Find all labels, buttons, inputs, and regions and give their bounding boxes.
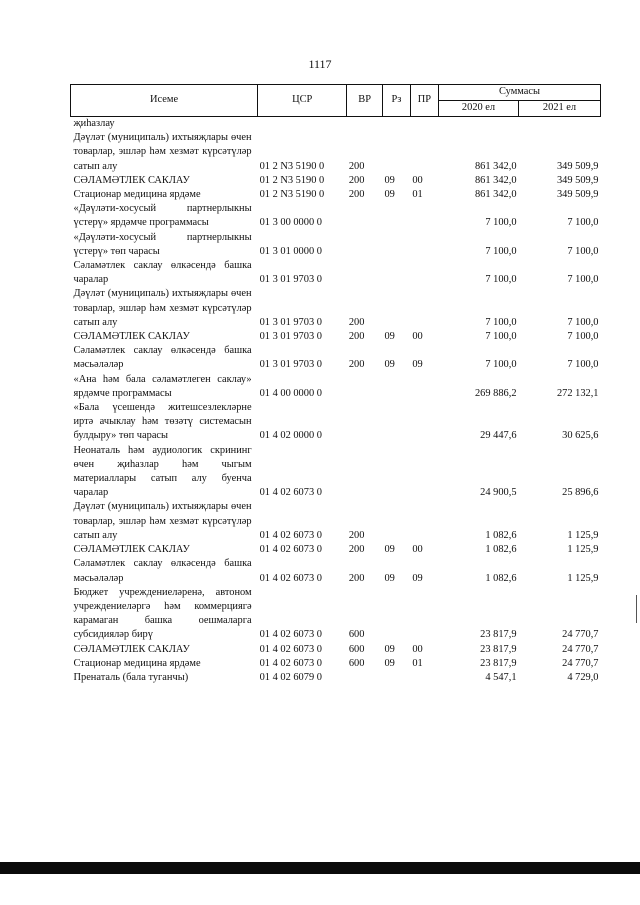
cell-vr [347, 259, 383, 287]
cell-s2: 24 770,7 [562, 643, 599, 655]
table-row [71, 401, 601, 444]
cell-rz [382, 231, 410, 259]
cell-pr [410, 131, 438, 174]
cell-name: Дәүләт (муниципаль) ихтыяҗлары өчен товарлар, эшләр һәм хезмәт күрсәтүләр сатып алу [73, 132, 252, 172]
cell-s2: 1 125,9 [567, 544, 599, 556]
cell-pr: 01 [412, 657, 423, 669]
cell-pr [410, 117, 438, 132]
cell-s2: 7 100,0 [567, 245, 599, 257]
cell-rz: 09 [384, 657, 395, 669]
cell-name: Пренаталь (бала туганчы) [73, 671, 189, 683]
cell-vr [347, 444, 383, 501]
cell-rz [382, 287, 410, 330]
cell-vr [347, 117, 383, 132]
table-row [71, 657, 601, 671]
cell-csr: 01 4 02 6073 0 [259, 529, 322, 541]
table-row [71, 188, 601, 202]
cell-rz: 09 [384, 572, 395, 584]
cell-csr: 01 2 N3 5190 0 [259, 189, 325, 201]
cell-s2: 7 100,0 [567, 217, 599, 229]
cell-s1: 4 547,1 [485, 671, 517, 683]
cell-name: СӘЛАМӘТЛЕК САКЛАУ [73, 643, 190, 655]
scan-edge-mark [636, 595, 637, 623]
cell-s1: 23 817,9 [480, 657, 517, 669]
table-row [71, 330, 601, 344]
table-row [71, 131, 601, 174]
header-year-2020: 2020 ел [439, 101, 519, 117]
cell-s2: 1 125,9 [567, 529, 599, 541]
scan-bottom-bar [0, 862, 640, 874]
table-header [71, 85, 601, 117]
cell-pr: 00 [412, 643, 423, 655]
cell-rz [382, 202, 410, 230]
cell-name: җиһазлау [73, 118, 115, 129]
cell-name: Дәүләт (муниципаль) ихтыяҗлары өчен товарлар, эшләр һәм хезмәт күрсәтүләр сатып алу [73, 288, 252, 328]
cell-s1: 23 817,9 [480, 629, 517, 641]
cell-s1: 7 100,0 [485, 245, 517, 257]
cell-rz: 09 [384, 643, 395, 655]
cell-vr: 200 [348, 331, 365, 343]
table-row [71, 500, 601, 543]
cell-s2: 272 132,1 [556, 387, 599, 399]
header-sums: Суммасы [439, 85, 601, 101]
table-row [71, 557, 601, 585]
cell-vr [347, 401, 383, 444]
cell-csr: 01 3 01 9703 0 [259, 331, 322, 343]
cell-pr [410, 287, 438, 330]
cell-rz: 09 [384, 189, 395, 201]
cell-pr [410, 259, 438, 287]
cell-vr [347, 231, 383, 259]
cell-s1: 7 100,0 [485, 359, 517, 371]
cell-vr: 200 [348, 529, 365, 541]
cell-pr [410, 586, 438, 643]
cell-vr: 200 [348, 544, 365, 556]
cell-s1: 24 900,5 [480, 487, 517, 499]
cell-vr: 200 [348, 316, 365, 328]
cell-csr: 01 4 02 6073 0 [259, 643, 322, 655]
cell-name: СӘЛАМӘТЛЕК САКЛАУ [73, 544, 190, 556]
cell-csr: 01 4 02 6073 0 [259, 572, 322, 584]
cell-csr: 01 4 02 6073 0 [259, 487, 322, 499]
cell-s1: 29 447,6 [480, 430, 517, 442]
cell-name: СӘЛАМӘТЛЕК САКЛАУ [73, 331, 190, 343]
cell-name: Сәламәтлек саклау өлкәсендә башка чаралар [73, 260, 252, 286]
cell-s2: 7 100,0 [567, 331, 599, 343]
table-row [71, 543, 601, 557]
cell-vr: 600 [348, 643, 365, 655]
cell-csr: 01 2 N3 5190 0 [259, 174, 325, 186]
cell-s2: 24 770,7 [562, 657, 599, 669]
cell-name: «Дәүләти-хосусый партнерлыкны үстерү» ярдәмче программасы [73, 203, 252, 229]
cell-s1: 7 100,0 [485, 274, 517, 286]
cell-rz: 09 [384, 331, 395, 343]
cell-s1: 269 886,2 [474, 387, 517, 399]
cell-name: «Бала үсешендә житешсезлекләрне иртә ачыклау һәм төзәтү системасын булдыру» төп чарасы [73, 402, 252, 442]
header-rz: Рз [382, 85, 410, 117]
header-pr: ПР [410, 85, 438, 117]
cell-name: Сәламәтлек саклау өлкәсендә башка мәсьәләләр [73, 345, 252, 371]
cell-s2: 4 729,0 [567, 671, 599, 683]
cell-rz [382, 373, 410, 401]
cell-s2: 7 100,0 [567, 316, 599, 328]
cell-rz [382, 117, 410, 132]
cell-s1 [439, 117, 519, 132]
cell-s1: 23 817,9 [480, 643, 517, 655]
cell-vr: 200 [348, 174, 365, 186]
cell-pr: 01 [412, 189, 423, 201]
cell-rz [382, 401, 410, 444]
cell-s1: 861 342,0 [474, 174, 517, 186]
cell-s2: 349 509,9 [556, 189, 599, 201]
cell-name: Бюджет учреждениеләренә, автоном учреждениеләргә һәм коммерциягә карамаган башка оешмаларга субсидияләр бирү [73, 586, 252, 641]
table-row [71, 586, 601, 643]
cell-name: «Дәүләти-хосусый партнерлыкны үстерү» төп чарасы [73, 231, 252, 257]
cell-csr: 01 3 01 9703 0 [259, 359, 322, 371]
table-row [71, 373, 601, 401]
cell-s1: 1 082,6 [485, 529, 517, 541]
cell-name: Стационар медицина ярдәме [73, 189, 201, 201]
cell-pr: 09 [412, 359, 423, 371]
table-row [71, 202, 601, 230]
cell-s1: 7 100,0 [485, 316, 517, 328]
cell-vr [347, 373, 383, 401]
cell-vr: 200 [348, 189, 365, 201]
cell-csr: 01 4 02 6073 0 [259, 629, 322, 641]
cell-pr: 00 [412, 174, 423, 186]
cell-csr: 01 3 01 9703 0 [259, 316, 322, 328]
cell-s1: 1 082,6 [485, 572, 517, 584]
cell-csr: 01 4 00 0000 0 [259, 387, 322, 399]
cell-name: Неонаталь һәм аудиологик скрининг өчен җиһазлар һәм чыгым материаллары сатып алу буенча чаралар [73, 444, 252, 499]
cell-rz [382, 671, 410, 685]
budget-table [70, 84, 601, 685]
cell-rz [382, 500, 410, 543]
table-row [71, 174, 601, 188]
header-vr: ВР [347, 85, 383, 117]
cell-pr: 09 [412, 572, 423, 584]
cell-csr: 01 3 01 0000 0 [259, 245, 322, 257]
cell-pr: 00 [412, 544, 423, 556]
header-name: Исеме [71, 85, 258, 117]
cell-csr: 01 4 02 6073 0 [259, 657, 322, 669]
table-row [71, 287, 601, 330]
cell-vr [347, 202, 383, 230]
cell-vr [347, 671, 383, 685]
cell-name: «Ана һәм бала сәламәтлеген саклау» ярдәмче программасы [73, 373, 252, 399]
cell-s1: 861 342,0 [474, 189, 517, 201]
table-row [71, 344, 601, 372]
cell-s2 [519, 117, 601, 132]
cell-s1: 7 100,0 [485, 331, 517, 343]
header-csr: ЦСР [258, 85, 347, 117]
cell-csr: 01 4 02 6079 0 [259, 671, 322, 683]
page-number: 1117 [308, 57, 332, 71]
cell-s2: 25 896,6 [562, 487, 599, 499]
cell-s2: 7 100,0 [567, 274, 599, 286]
cell-csr: 01 3 01 9703 0 [259, 274, 322, 286]
cell-rz [382, 444, 410, 501]
cell-vr: 600 [348, 657, 365, 669]
cell-csr: 01 2 N3 5190 0 [259, 160, 325, 172]
cell-s2: 24 770,7 [562, 629, 599, 641]
table-row [71, 231, 601, 259]
cell-name: Сәламәтлек саклау өлкәсендә башка мәсьәләләр [73, 558, 252, 584]
cell-s1: 7 100,0 [485, 217, 517, 229]
header-year-2021: 2021 ел [519, 101, 601, 117]
cell-rz: 09 [384, 359, 395, 371]
cell-name: Дәүләт (муниципаль) ихтыяҗлары өчен товарлар, эшләр һәм хезмәт күрсәтүләр сатып алу [73, 501, 252, 541]
cell-s2: 30 625,6 [562, 430, 599, 442]
table-body [71, 117, 601, 686]
cell-s2: 7 100,0 [567, 359, 599, 371]
cell-s2: 1 125,9 [567, 572, 599, 584]
table-row [71, 117, 601, 132]
cell-pr [410, 373, 438, 401]
cell-csr: 01 4 02 0000 0 [259, 430, 322, 442]
cell-pr [410, 202, 438, 230]
cell-rz [382, 586, 410, 643]
cell-vr: 600 [348, 629, 365, 641]
cell-rz [382, 259, 410, 287]
cell-rz: 09 [384, 544, 395, 556]
cell-pr [410, 401, 438, 444]
cell-s2: 349 509,9 [556, 174, 599, 186]
cell-vr: 200 [348, 160, 365, 172]
cell-name: СӘЛАМӘТЛЕК САКЛАУ [73, 174, 190, 186]
cell-pr [410, 671, 438, 685]
cell-s2: 349 509,9 [556, 160, 599, 172]
table-row [71, 444, 601, 501]
cell-vr: 200 [348, 572, 365, 584]
cell-rz [382, 131, 410, 174]
cell-vr: 200 [348, 359, 365, 371]
cell-s1: 1 082,6 [485, 544, 517, 556]
cell-csr: 01 4 02 6073 0 [259, 544, 322, 556]
cell-csr: 01 3 00 0000 0 [259, 217, 322, 229]
cell-pr [410, 444, 438, 501]
cell-name: Стационар медицина ярдәме [73, 657, 201, 669]
table-row [71, 671, 601, 685]
cell-csr [258, 117, 347, 132]
table-row [71, 643, 601, 657]
cell-s1: 861 342,0 [474, 160, 517, 172]
cell-pr [410, 231, 438, 259]
cell-pr [410, 500, 438, 543]
table-row [71, 259, 601, 287]
cell-pr: 00 [412, 331, 423, 343]
cell-rz: 09 [384, 174, 395, 186]
